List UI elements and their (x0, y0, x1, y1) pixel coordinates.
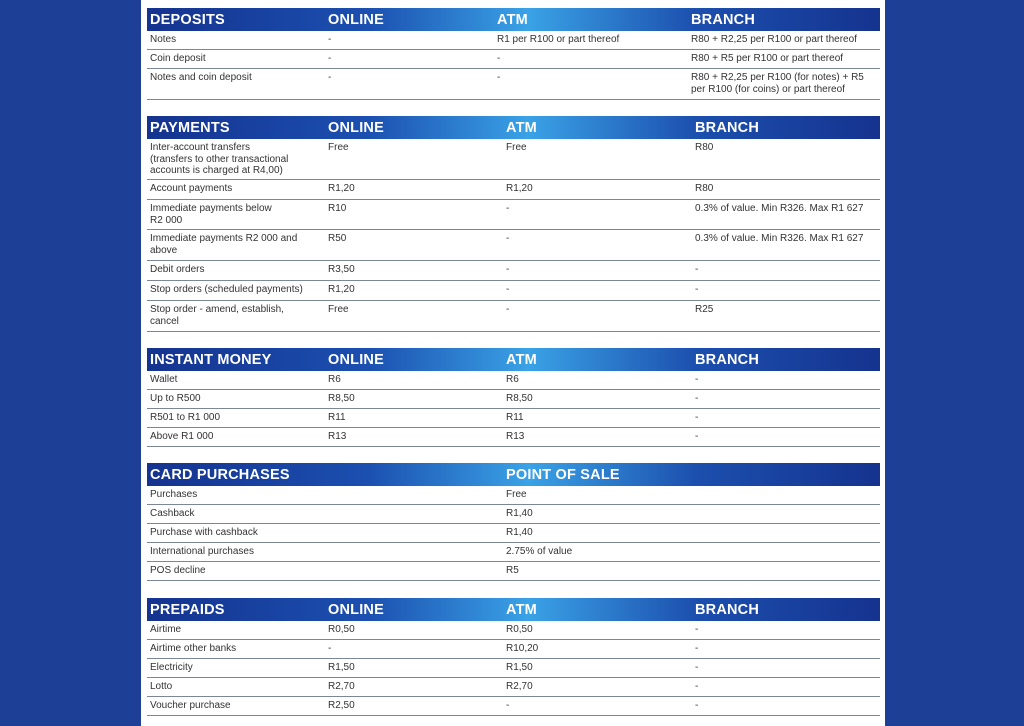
table-row (147, 301, 880, 332)
pos-fee: R5 (506, 565, 519, 576)
branch-fee: - (695, 662, 699, 673)
column-header-online: ONLINE (328, 352, 384, 368)
atm-fee: R1 per R100 or part thereof (497, 34, 620, 45)
column-header-atm: ATM (506, 602, 537, 618)
row-label: Cashback (150, 508, 195, 519)
table-row (147, 281, 880, 301)
online-fee: Free (328, 142, 349, 153)
column-header-online: ONLINE (328, 120, 384, 136)
table-row (147, 428, 880, 447)
table-row (147, 505, 880, 524)
pos-fee: R1,40 (506, 508, 533, 519)
online-fee: - (328, 34, 332, 45)
pos-fee: Free (506, 489, 527, 500)
branch-fee: - (695, 284, 699, 295)
table-row (147, 621, 880, 640)
atm-fee: R1,20 (506, 183, 533, 194)
row-label: Voucher purchase (150, 700, 231, 711)
branch-fee: R80 (695, 142, 714, 153)
atm-fee: Free (506, 142, 527, 153)
row-label: International purchases (150, 546, 254, 557)
branch-fee: - (695, 643, 699, 654)
table-row (147, 562, 880, 581)
column-header-online: ONLINE (328, 602, 384, 618)
row-label: Account payments (150, 183, 233, 194)
row-label: Wallet (150, 374, 178, 385)
atm-fee: R6 (506, 374, 519, 385)
online-fee: - (328, 72, 332, 83)
atm-fee: - (506, 203, 510, 214)
online-fee: R0,50 (328, 624, 355, 635)
row-label: R501 to R1 000 (150, 412, 221, 423)
row-label: Airtime other banks (150, 643, 237, 654)
card-purchases-section (147, 463, 880, 581)
row-label: Notes (150, 34, 177, 45)
table-row (147, 230, 880, 261)
online-fee: R6 (328, 374, 341, 385)
online-fee: - (328, 643, 332, 654)
row-label: Stop order - amend, establish, cancel (150, 304, 284, 327)
online-fee: R1,20 (328, 284, 355, 295)
row-label: POS decline (150, 565, 206, 576)
column-header-branch: BRANCH (695, 602, 760, 618)
column-header-point-of-sale: POINT OF SALE (506, 467, 620, 483)
row-label: Immediate payments below R2 000 (150, 203, 272, 226)
row-label: Coin deposit (150, 53, 206, 64)
column-header-atm: ATM (497, 12, 528, 28)
table-row (147, 371, 880, 390)
section-title: CARD PURCHASES (150, 467, 290, 483)
branch-fee: - (695, 681, 699, 692)
column-header-branch: BRANCH (695, 120, 760, 136)
section-header (147, 598, 880, 621)
column-header-atm: ATM (506, 352, 537, 368)
table-row (147, 31, 880, 50)
column-header-branch: BRANCH (691, 12, 756, 28)
table-row (147, 50, 880, 69)
atm-fee: - (497, 72, 501, 83)
branch-fee: - (695, 624, 699, 635)
atm-fee: R2,70 (506, 681, 533, 692)
table-row (147, 659, 880, 678)
atm-fee: R13 (506, 431, 525, 442)
section-title: PAYMENTS (150, 120, 230, 136)
online-fee: R11 (328, 412, 346, 423)
row-label: Debit orders (150, 264, 205, 275)
fee-schedule-page (141, 0, 885, 726)
branch-fee: 0.3% of value. Min R326. Max R1 627 (695, 203, 864, 214)
atm-fee: R1,50 (506, 662, 533, 673)
column-header-atm: ATM (506, 120, 537, 136)
row-label: Lotto (150, 681, 173, 692)
table-row (147, 69, 880, 100)
branch-fee: R25 (695, 304, 714, 315)
table-row (147, 640, 880, 659)
row-label: Purchase with cashback (150, 527, 258, 538)
atm-fee: - (506, 284, 510, 295)
atm-fee: - (506, 264, 510, 275)
table-row (147, 139, 880, 180)
row-label: Notes and coin deposit (150, 72, 252, 83)
section-title: DEPOSITS (150, 12, 225, 28)
online-fee: R10 (328, 203, 347, 214)
section-title: INSTANT MONEY (150, 352, 272, 368)
online-fee: R3,50 (328, 264, 355, 275)
table-row (147, 543, 880, 562)
section-header (147, 348, 880, 371)
row-label: Above R1 000 (150, 431, 214, 442)
online-fee: Free (328, 304, 349, 315)
pos-fee: R1,40 (506, 527, 533, 538)
pos-fee: 2.75% of value (506, 546, 573, 557)
branch-fee: - (695, 264, 699, 275)
online-fee: R1,20 (328, 183, 355, 194)
section-header (147, 8, 880, 31)
atm-fee: - (506, 233, 510, 244)
instant-money-section (147, 348, 880, 447)
row-label: Stop orders (scheduled payments) (150, 284, 303, 295)
atm-fee: R11 (506, 412, 524, 423)
payments-section (147, 116, 880, 332)
online-fee: R8,50 (328, 393, 355, 404)
deposits-section (147, 8, 880, 100)
branch-fee: 0.3% of value. Min R326. Max R1 627 (695, 233, 864, 244)
table-row (147, 409, 880, 428)
online-fee: R13 (328, 431, 347, 442)
branch-fee: - (695, 431, 699, 442)
atm-fee: - (497, 53, 501, 64)
atm-fee: - (506, 304, 510, 315)
branch-fee: - (695, 393, 699, 404)
table-row (147, 390, 880, 409)
column-header-branch: BRANCH (695, 352, 760, 368)
online-fee: - (328, 53, 332, 64)
row-label: Inter-account transfers (transfers to other transactional accounts is charged at R4,00) (150, 142, 289, 176)
table-row (147, 200, 880, 230)
section-title: PREPAIDS (150, 602, 225, 618)
branch-fee: R80 + R5 per R100 or part thereof (691, 53, 844, 64)
column-header-online: ONLINE (328, 12, 384, 28)
online-fee: R50 (328, 233, 347, 244)
row-label: Airtime (150, 624, 182, 635)
row-label: Purchases (150, 489, 198, 500)
row-label: Immediate payments R2 000 and above (150, 233, 298, 256)
branch-fee: R80 + R2,25 per R100 (for notes) + R5 per R100 (for coins) or part thereof (691, 72, 864, 95)
branch-fee: R80 + R2,25 per R100 or part thereof (691, 34, 857, 45)
branch-fee: - (695, 412, 699, 423)
section-header (147, 116, 880, 139)
row-label: Up to R500 (150, 393, 201, 404)
branch-fee: - (695, 700, 699, 711)
section-header (147, 463, 880, 486)
atm-fee: R0,50 (506, 624, 533, 635)
online-fee: R2,50 (328, 700, 355, 711)
prepaids-section (147, 598, 880, 716)
atm-fee: - (506, 700, 510, 711)
online-fee: R2,70 (328, 681, 355, 692)
table-row (147, 261, 880, 281)
atm-fee: R8,50 (506, 393, 533, 404)
atm-fee: R10,20 (506, 643, 539, 654)
table-row (147, 180, 880, 200)
online-fee: R1,50 (328, 662, 355, 673)
branch-fee: - (695, 374, 699, 385)
table-row (147, 524, 880, 543)
table-row (147, 697, 880, 716)
table-row (147, 678, 880, 697)
row-label: Electricity (150, 662, 193, 673)
branch-fee: R80 (695, 183, 714, 194)
table-row (147, 486, 880, 505)
